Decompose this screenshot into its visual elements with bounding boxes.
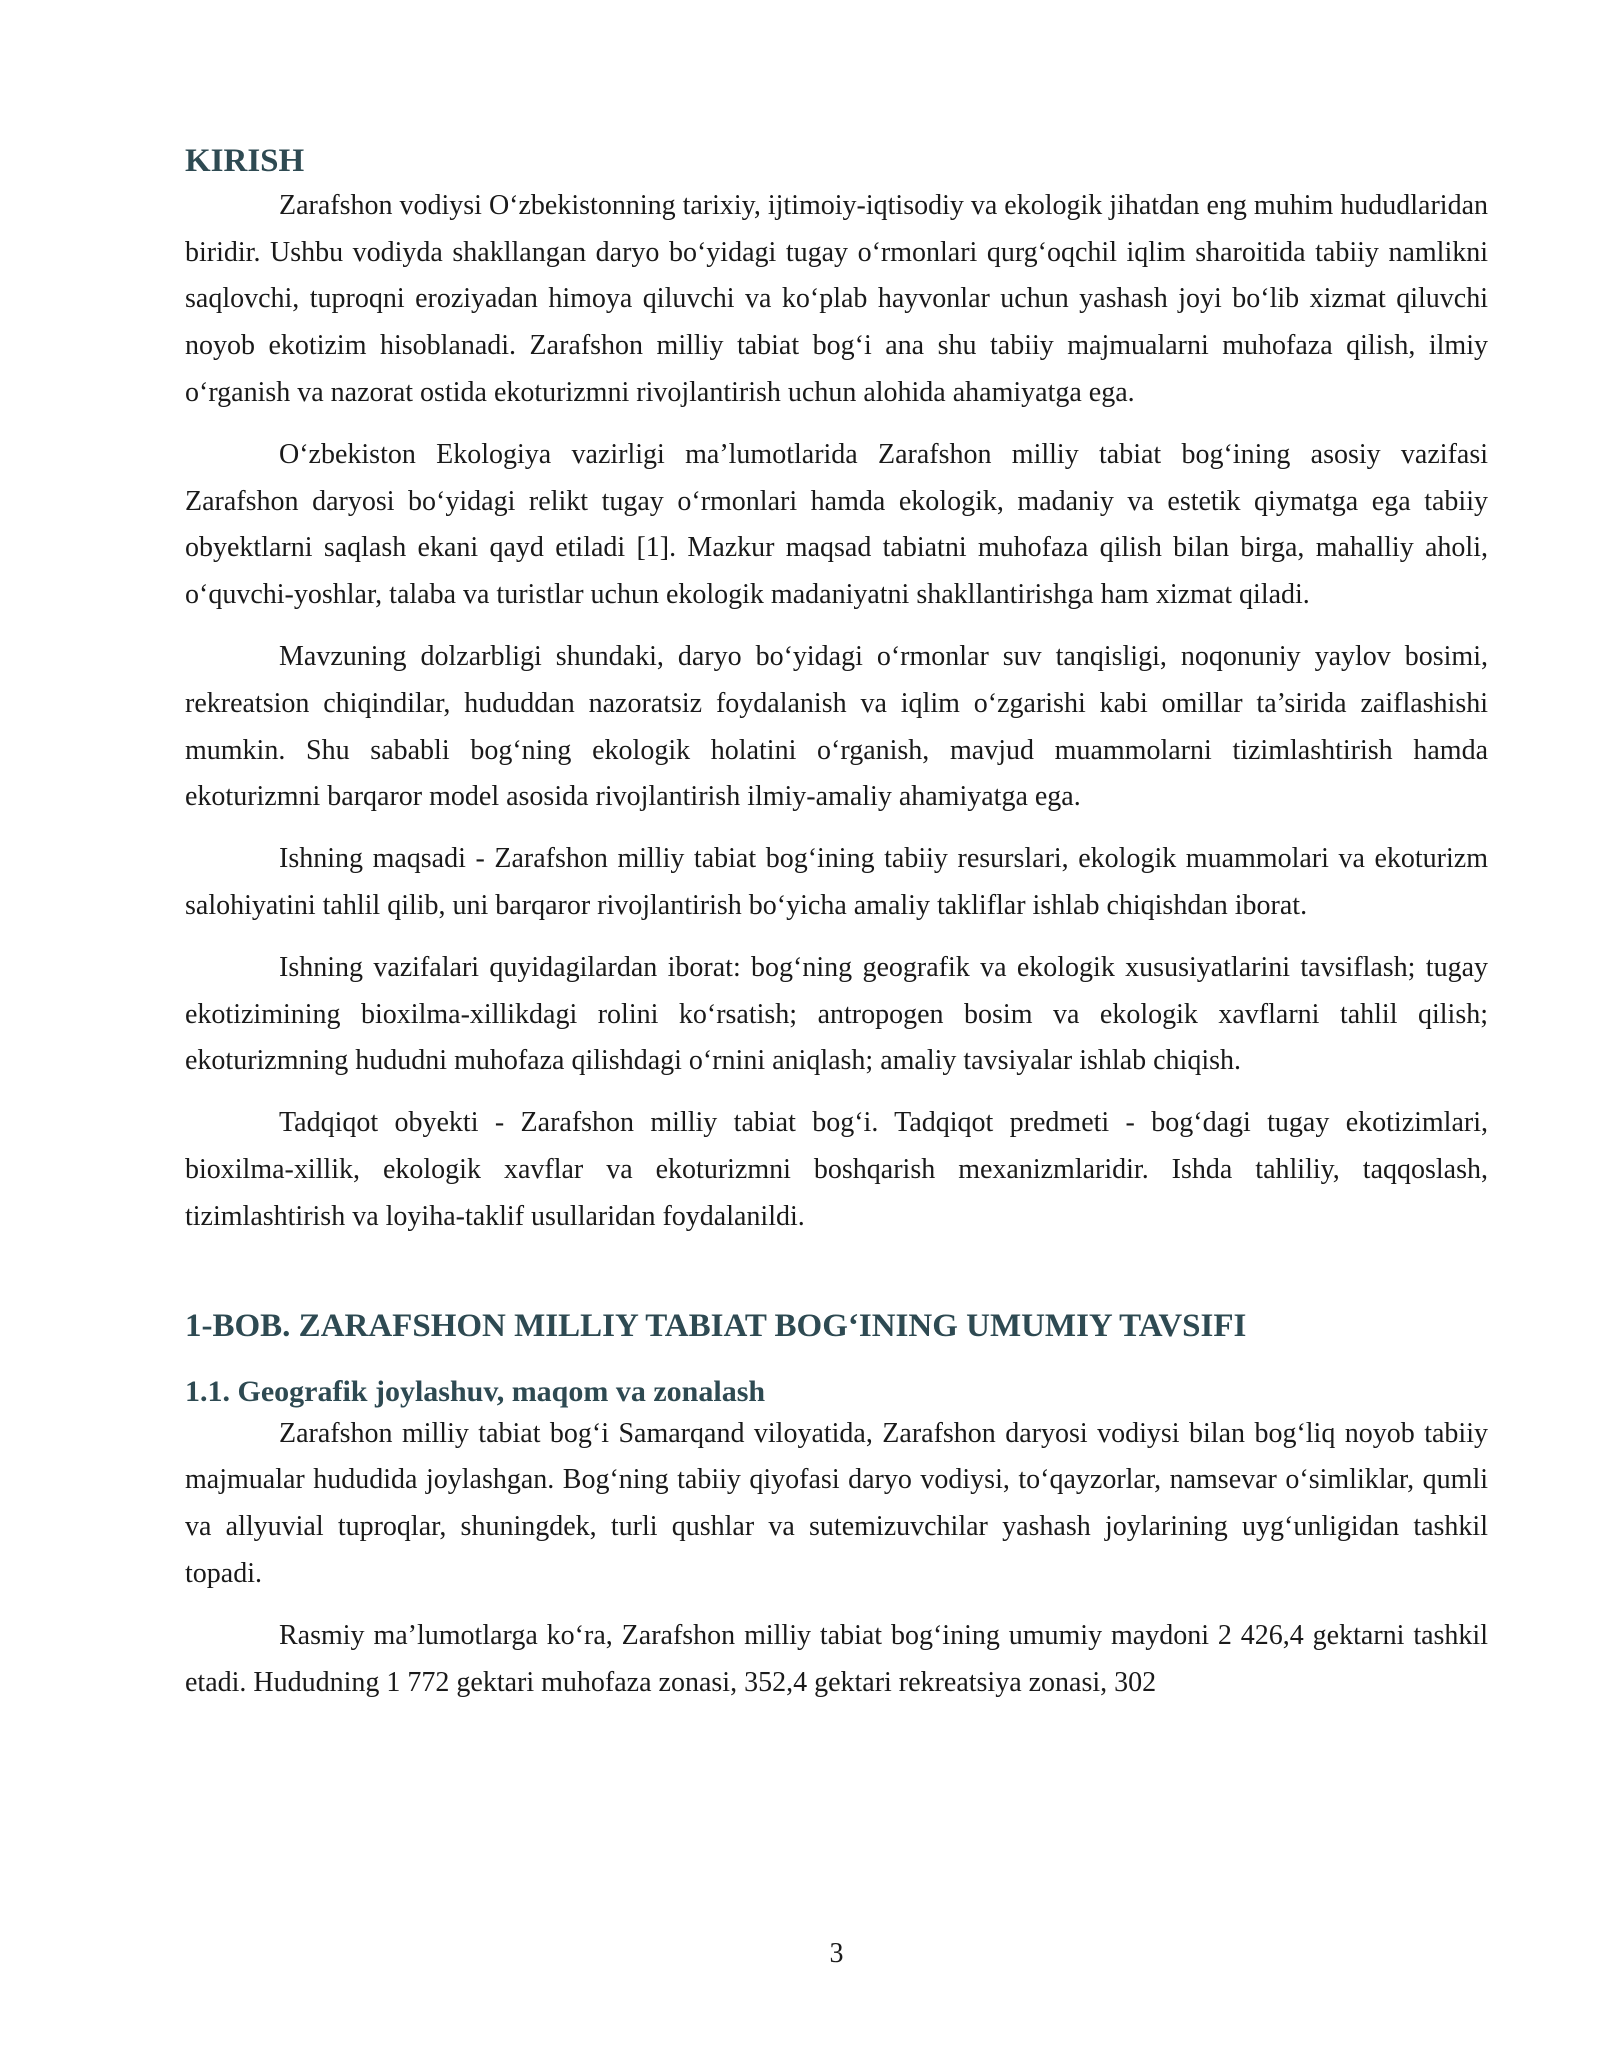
subsection-heading: 1.1. Geografik joylashuv, maqom va zonalash xyxy=(185,1374,766,1408)
intro-paragraph-5: Ishning vazifalari quyidagilardan iborat: bog‘ning geografik va ekologik xususiyatlarini tavsiflash; tugay ekotizimining bioxilma-xillikdagi rolini ko‘rsatish; antropogen bosim va ekologik xavflarni tahlil qilish; ekoturizmning hududni muhofaza qilishdagi o‘rnini aniqlash; amaliy tavsiyalar ishlab chiqish. xyxy=(185,951,1488,1077)
chapter-paragraph-2: Rasmiy ma’lumotlarga ko‘ra, Zarafshon milliy tabiat bog‘ining umumiy maydoni 2 426,4 gektarni tashkil etadi. Hududning 1 772 gektari muhofaza zonasi, 352,4 gektari rekreatsiya zonasi, 302 xyxy=(185,1619,1488,1698)
chapter-paragraph-1: Zarafshon milliy tabiat bog‘i Samarqand viloyatida, Zarafshon daryosi vodiysi bilan bog‘liq noyob tabiiy majmualar hududida joylashgan. Bog‘ning tabiiy qiyofasi daryo vodiysi, to‘qayzorlar, namsevar o‘simliklar, qumli va allyuvial tuproqlar, shuningdek, turli qushlar va sutemizuvchilar yashash joylarining uyg‘unligidan tashkil topadi. xyxy=(185,1417,1488,1589)
intro-paragraph-1: Zarafshon vodiysi O‘zbekistonning tarixiy, ijtimoiy-iqtisodiy va ekologik jihatdan eng muhim hududlaridan biridir. Ushbu vodiyda shakllangan daryo bo‘yidagi tugay o‘rmonlari qurg‘oqchil iqlim sharoitida tabiiy namlikni saqlovchi, tuproqni eroziyadan himoya qiluvchi va ko‘plab hayvonlar uchun yashash joyi bo‘lib xizmat qiluvchi noyob ekotizim hisoblanadi. Zarafshon milliy tabiat bog‘i ana shu tabiiy majmualarni muhofaza qilish, ilmiy o‘rganish va nazorat ostida ekoturizmni rivojlantirish uchun alohida ahamiyatga ega. xyxy=(185,189,1488,409)
intro-paragraph-4: Ishning maqsadi - Zarafshon milliy tabiat bog‘ining tabiiy resurslari, ekologik muammolari va ekoturizm salohiyatini tahlil qilib, uni barqaror rivojlantirish bo‘yicha amaliy takliflar ishlab chiqishdan iborat. xyxy=(185,843,1488,922)
page-number: 3 xyxy=(829,1938,844,1969)
document-page xyxy=(185,140,1488,1721)
intro-paragraph-2: O‘zbekiston Ekologiya vazirligi ma’lumotlarida Zarafshon milliy tabiat bog‘ining asosiy vazifasi Zarafshon daryosi bo‘yidagi relikt tugay o‘rmonlari hamda ekologik, madaniy va estetik qiymatga ega tabiiy obyektlarni saqlash ekani qayd etiladi [1]. Mazkur maqsad tabiatni muhofaza qilish bilan birga, mahalliy aholi, o‘quvchi-yoshlar, talaba va turistlar uchun ekologik madaniyatni shakllantirishga ham xizmat qiladi. xyxy=(185,438,1488,611)
section-heading-kirish: KIRISH xyxy=(185,143,305,179)
chapter-heading: 1-BOB. ZARAFSHON MILLIY TABIAT BOG‘INING UMUMIY TAVSIFI xyxy=(185,1307,1247,1344)
intro-paragraph-3: Mavzuning dolzarbligi shundaki, daryo bo‘yidagi o‘rmonlar suv tanqisligi, noqonuniy yaylov bosimi, rekreatsion chiqindilar, hududdan nazoratsiz foydalanish va iqlim o‘zgarishi kabi omillar ta’sirida zaiflashishi mumkin. Shu sababli bog‘ning ekologik holatini o‘rganish, mavjud muammolarni tizimlashtirish hamda ekoturizmni barqaror model asosida rivojlantirish ilmiy-amaliy ahamiyatga ega. xyxy=(185,641,1488,813)
intro-paragraph-6: Tadqiqot obyekti - Zarafshon milliy tabiat bog‘i. Tadqiqot predmeti - bog‘dagi tugay ekotizimlari, bioxilma-xillik, ekologik xavflar va ekoturizmni boshqarish mexanizmlaridir. Ishda tahliliy, taqqoslash, tizimlashtirish va loyiha-taklif usullaridan foydalanildi. xyxy=(185,1107,1488,1232)
